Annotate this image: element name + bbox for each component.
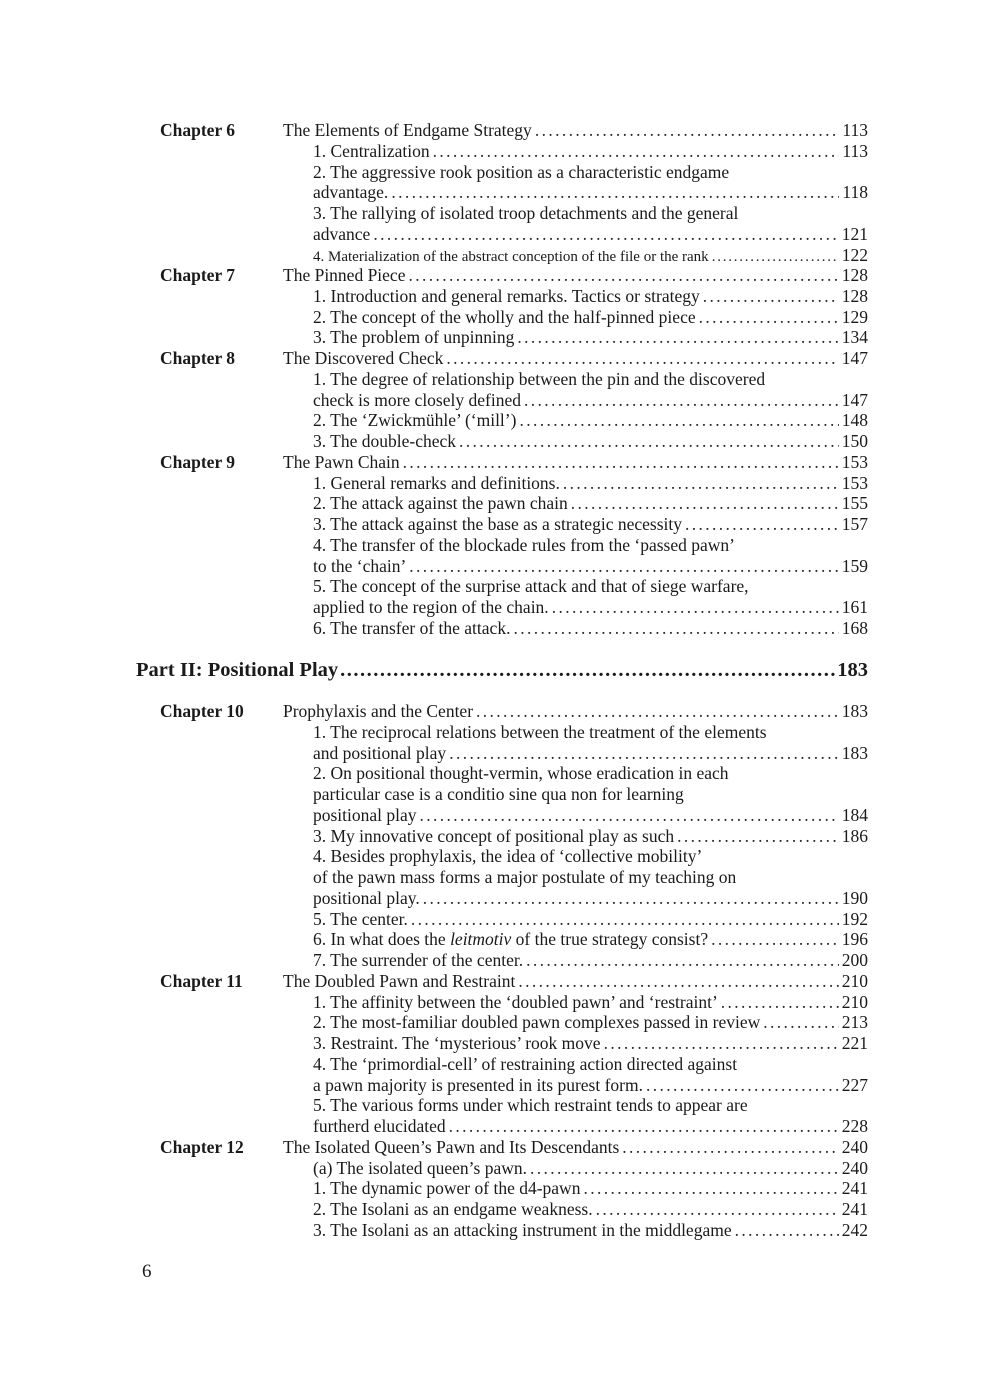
entry-title: 4. Materialization of the abstract conception of the file or the rank [313,249,709,265]
part-title: Part II: Positional Play [136,659,339,681]
entry-title: 1. Centralization [313,141,430,161]
entry-title-suffix: of the true strategy consist? [511,929,709,949]
chapter-label: Chapter 9 [160,452,236,472]
section-entry-line[interactable] [313,784,868,805]
chapter-title-entry[interactable] [283,971,868,992]
section-entry[interactable] [313,1033,868,1054]
section-entry-line[interactable] [313,763,868,784]
entry-page: 147 [841,348,868,368]
entry-page: 213 [841,1012,868,1032]
leader-dots [340,657,835,683]
entry-page: 153 [841,452,868,472]
entry-page: 147 [841,390,868,410]
entry-title: 1. The affinity between the ‘doubled pawn’ and ‘restraint’ [313,992,718,1012]
section-entry[interactable] [313,182,868,203]
entry-title: positional play [313,805,417,825]
leader-dots [596,1199,839,1220]
entry-title: 3. The attack against the base as a strategic necessity [313,514,682,534]
section-entry[interactable] [313,410,868,431]
entry-page: 122 [841,245,868,265]
entry-page: 155 [841,493,868,513]
entry-page: 196 [841,929,868,949]
entry-title: 3. The double-check [313,431,457,451]
entry-title: 5. The various forms under which restraint tends to appear are [313,1095,748,1115]
entry-title: 3. The problem of unpinning [313,327,515,347]
leader-dots [763,1012,838,1033]
leader-dots [524,390,839,411]
entry-page: 113 [842,141,868,161]
leader-dots [535,120,840,141]
page-number: 6 [142,1261,152,1282]
leader-dots [604,1033,839,1054]
entry-page: 240 [841,1137,868,1157]
entry-title: 2. The concept of the wholly and the half-pinned piece [313,307,696,327]
leader-dots [409,556,838,577]
part-page: 183 [837,659,868,681]
chapter-title-entry[interactable] [283,452,868,473]
entry-title: a pawn majority is presented in its purest form. [313,1075,643,1095]
entry-title: The Discovered Check [283,348,444,368]
leader-dots [449,743,839,764]
entry-page: 168 [841,618,868,638]
entry-title [313,929,708,950]
entry-title: positional play. [313,888,420,908]
entry-page: 241 [841,1199,868,1219]
entry-page: 228 [841,1116,868,1136]
leader-dots [711,929,839,950]
entry-title: Prophylaxis and the Center [283,701,474,721]
entry-title: 1. The dynamic power of the d4-pawn [313,1178,581,1198]
section-entry[interactable] [313,493,868,514]
entry-title: 5. The concept of the surprise attack and that of siege warfare, [313,576,749,596]
section-entry[interactable] [313,1075,868,1096]
entry-title: particular case is a conditio sine qua non for learning [313,784,684,804]
entry-title-italic: leitmotiv [450,929,512,949]
entry-title: 6. The transfer of the attack. [313,618,511,638]
section-entry-line[interactable] [313,867,868,888]
section-entry-line[interactable] [313,846,868,867]
entry-page: 129 [841,307,868,327]
chapter-title-entry[interactable] [283,348,868,369]
section-entry[interactable] [313,327,868,348]
section-entry[interactable] [313,805,868,826]
entry-page: 159 [841,556,868,576]
entry-page: 128 [841,265,868,285]
entry-title: 1. The degree of relationship between the pin and the discovered [313,369,766,389]
entry-page: 192 [841,909,868,929]
entry-title: 3. Restraint. The ‘mysterious’ rook move [313,1033,601,1053]
entry-page: 186 [841,826,868,846]
leader-dots [391,182,839,203]
entry-page: 161 [841,597,868,617]
entry-title: 3. The rallying of isolated troop detachments and the general [313,203,739,223]
entry-title: The Elements of Endgame Strategy [283,120,532,140]
section-entry[interactable] [313,597,868,618]
chapter-title-entry[interactable] [283,1137,868,1158]
leader-dots [373,224,838,245]
part-heading-entry[interactable] [136,657,868,683]
entry-title: The Isolated Queen’s Pawn and Its Descendants [283,1137,620,1157]
section-entry[interactable] [313,307,868,328]
entry-page: 183 [841,701,868,721]
chapter-title-entry[interactable] [283,265,868,286]
leader-dots [563,473,839,494]
entry-title: and positional play [313,743,447,763]
entry-title: 2. The aggressive rook position as a characteristic endgame [313,162,730,182]
leader-dots [583,1178,838,1199]
section-entry[interactable] [313,473,868,494]
entry-page: 241 [841,1178,868,1198]
section-entry[interactable] [313,141,868,162]
entry-title: to the ‘chain’ [313,556,407,576]
entry-title: 1. Introduction and general remarks. Tactics or strategy [313,286,700,306]
leader-dots [513,618,838,639]
entry-title: of the pawn mass forms a major postulate of my teaching on [313,867,737,887]
entry-page: 121 [841,224,868,244]
section-entry[interactable] [313,514,868,535]
entry-title: 4. The transfer of the blockade rules from the ‘passed pawn’ [313,535,735,555]
section-entry[interactable] [313,431,868,452]
leader-dots [518,971,838,992]
section-entry[interactable] [313,950,868,971]
leader-dots [622,1137,838,1158]
entry-page: 200 [841,950,868,970]
section-entry-line[interactable] [313,162,868,183]
entry-page: 150 [841,431,868,451]
section-entry-line[interactable] [313,1095,868,1116]
entry-title: 1. General remarks and definitions. [313,473,560,493]
leader-dots [519,410,838,431]
leader-dots [571,493,839,514]
entry-title: The Pawn Chain [283,452,400,472]
section-entry[interactable] [313,556,868,577]
entry-title: furtherd elucidated [313,1116,446,1136]
section-entry[interactable] [313,992,868,1013]
leader-dots [703,286,839,307]
leader-dots [476,701,839,722]
section-entry[interactable] [313,224,868,245]
leader-dots [685,514,839,535]
entry-title: 1. The reciprocal relations between the treatment of the elements [313,722,767,742]
entry-page: 157 [841,514,868,534]
leader-dots [721,992,839,1013]
entry-page: 113 [842,120,868,140]
leader-dots [530,1158,839,1179]
leader-dots [552,597,839,618]
chapter-label: Chapter 12 [160,1137,244,1157]
chapter-label: Chapter 11 [160,971,243,991]
entry-page: 221 [841,1033,868,1053]
section-entry-line[interactable] [313,535,868,556]
entry-title: 4. The ‘primordial-cell’ of restraining action directed against [313,1054,738,1074]
section-entry[interactable] [313,1158,868,1179]
entry-title: The Pinned Piece [283,265,406,285]
entry-title: (a) The isolated queen’s pawn. [313,1158,527,1178]
section-entry-line[interactable] [313,722,868,743]
leader-dots [420,805,839,826]
entry-title: 4. Besides prophylaxis, the idea of ‘collective mobility’ [313,846,703,866]
leader-dots [411,909,839,930]
entry-title: 5. The center. [313,909,408,929]
leader-dots [446,348,838,369]
entry-title: 2. The Isolani as an endgame weakness. [313,1199,593,1219]
entry-page: 118 [842,182,868,202]
leader-dots [517,327,838,348]
entry-title: 7. The surrender of the center. [313,950,524,970]
section-entry[interactable] [313,1199,868,1220]
chapter-title-entry[interactable] [283,120,868,141]
entry-title: advantage. [313,182,389,202]
entry-title: 2. The attack against the pawn chain [313,493,568,513]
section-entry[interactable] [313,929,868,950]
leader-dots [408,265,838,286]
section-entry[interactable] [313,618,868,639]
section-entry-line[interactable] [313,203,868,224]
entry-title: 3. The Isolani as an attacking instrument in the middlegame [313,1220,732,1240]
chapter-label: Chapter 8 [160,348,236,368]
entry-page: 210 [841,971,868,991]
leader-dots [677,826,839,847]
section-entry[interactable] [313,286,868,307]
entry-title: 2. On positional thought-vermin, whose eradication in each [313,763,729,783]
section-entry-line[interactable] [313,1054,868,1075]
entry-title: 3. My innovative concept of positional play as such [313,826,675,846]
section-entry[interactable] [313,1178,868,1199]
leader-dots [699,307,839,328]
chapter-label: Chapter 10 [160,701,244,721]
section-entry[interactable] [313,826,868,847]
leader-dots [423,888,839,909]
entry-title: advance [313,224,371,244]
entry-page: 153 [841,473,868,493]
section-entry[interactable] [313,1116,868,1137]
section-entry[interactable] [313,1012,868,1033]
entry-page: 210 [841,992,868,1012]
section-entry[interactable] [313,245,868,266]
entry-title: The Doubled Pawn and Restraint [283,971,516,991]
section-entry-line[interactable] [313,369,868,390]
section-entry[interactable] [313,1220,868,1241]
entry-title: 2. The most-familiar doubled pawn complexes passed in review [313,1012,761,1032]
section-entry[interactable] [313,909,868,930]
section-entry[interactable] [313,888,868,909]
entry-page: 183 [841,743,868,763]
entry-title-prefix: 6. In what does the [313,929,451,949]
leader-dots [403,452,839,473]
section-entry-line[interactable] [313,576,868,597]
chapter-title-entry[interactable] [283,701,868,722]
chapter-label: Chapter 6 [160,120,236,140]
entry-page: 227 [841,1075,868,1095]
entry-title: check is more closely defined [313,390,521,410]
chapter-label: Chapter 7 [160,265,236,285]
leader-dots [735,1220,839,1241]
section-entry[interactable] [313,743,868,764]
entry-page: 128 [841,286,868,306]
leader-dots [449,1116,839,1137]
leader-dots [459,431,839,452]
entry-page: 190 [841,888,868,908]
leader-dots [646,1075,839,1096]
entry-page: 240 [841,1158,868,1178]
section-entry[interactable] [313,390,868,411]
entry-page: 134 [841,327,868,347]
entry-page: 148 [841,410,868,430]
entry-page: 242 [841,1220,868,1240]
leader-dots [526,950,839,971]
entry-title: applied to the region of the chain. [313,597,549,617]
entry-page: 184 [841,805,868,825]
leader-dots [433,141,840,162]
entry-title: 2. The ‘Zwickmühle’ (‘mill’) [313,410,517,430]
